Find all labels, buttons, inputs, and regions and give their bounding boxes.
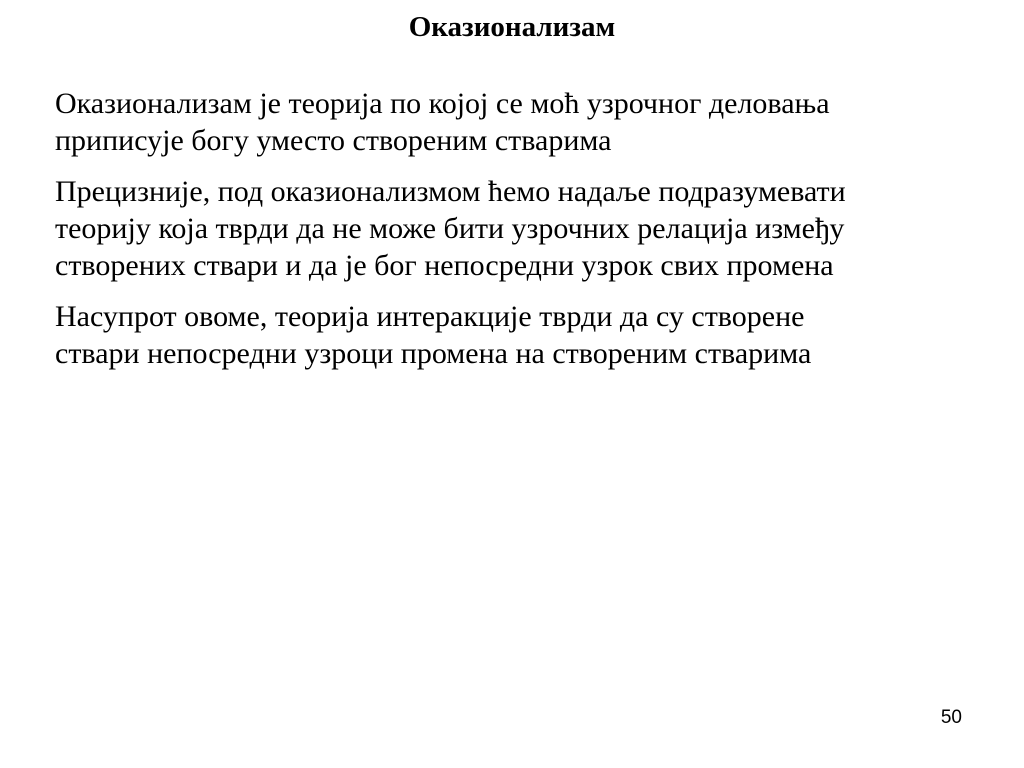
slide-body (55, 85, 995, 386)
page-number: 50 (940, 707, 962, 728)
paragraph-line: Прецизније, под оказионализмом ћемо надаље подразумевати (55, 175, 846, 208)
paragraph-line: приписује богу уместо створеним стварима (55, 124, 612, 157)
paragraph-line: Оказионализам је теорија по којој се моћ узрочног деловања (55, 87, 830, 120)
paragraph-line: створених ствари и да је бог непосредни узрок свих промена (55, 249, 834, 282)
slide-title: Оказионализам (408, 11, 616, 43)
paragraph-line: теорију која тврди да не може бити узрочних релација између (55, 212, 845, 245)
paragraph-line: Насупрот овоме, теорија интеракције тврди да су створене (55, 300, 805, 333)
paragraph-interaction-theory (55, 298, 995, 372)
paragraph-line: ствари непосредни узроци промена на створеним стварима (55, 337, 812, 370)
paragraph-definition (55, 85, 995, 159)
paragraph-precise-definition (55, 173, 995, 284)
